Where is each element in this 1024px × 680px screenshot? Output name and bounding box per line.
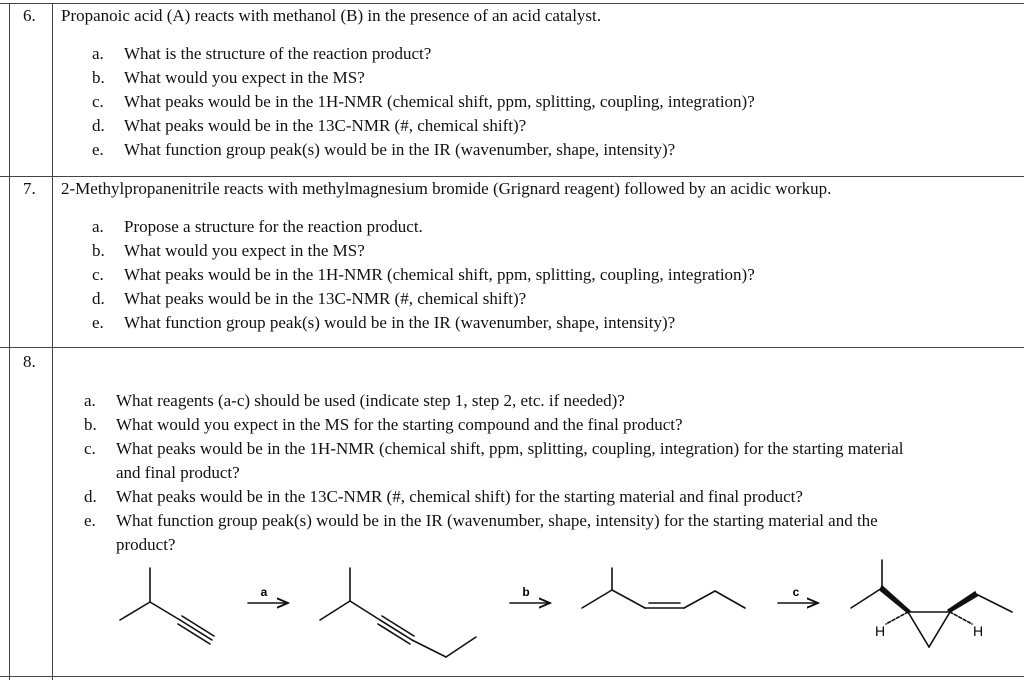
part-letter: a.: [84, 391, 96, 410]
part-letter: c.: [84, 439, 96, 458]
part-text: What would you expect in the MS?: [124, 241, 365, 260]
internal-alkyne-structure: [320, 568, 476, 657]
row-divider-7-8: [0, 347, 1024, 348]
question-8-number: 8.: [23, 352, 36, 371]
wedge-bond-right: [948, 592, 977, 612]
part-text-continued: product?: [116, 535, 176, 554]
starting-alkyne-structure: [120, 568, 214, 644]
part-text: What would you expect in the MS?: [124, 68, 365, 87]
part-letter: d.: [92, 289, 105, 308]
question-7-stem: 2-Methylpropanenitrile reacts with methylmagnesium bromide (Grignard reagent) followed by an acidic workup.: [61, 179, 832, 198]
row-divider-6-7: [0, 176, 1024, 177]
part-letter: c.: [92, 92, 104, 111]
cis-alkene-structure: [582, 568, 745, 608]
part-text: Propose a structure for the reaction product.: [124, 217, 423, 236]
part-letter: e.: [92, 140, 104, 159]
question-6-stem: Propanoic acid (A) reacts with methanol (B) in the presence of an acid catalyst.: [61, 6, 602, 25]
arrow-label-b: b: [522, 585, 530, 599]
part-text: What peaks would be in the 1H-NMR (chemical shift, ppm, splitting, coupling, integration)?: [124, 92, 755, 111]
part-text: What function group peak(s) would be in the IR (wavenumber, shape, intensity) for the starting material and the: [116, 511, 878, 530]
part-letter: a.: [92, 44, 104, 63]
part-text: What is the structure of the reaction product?: [124, 44, 432, 63]
part-text: What function group peak(s) would be in the IR (wavenumber, shape, intensity)?: [124, 140, 676, 159]
hydrogen-label-left: H: [874, 623, 886, 639]
arrow-label-a: a: [260, 585, 268, 599]
part-letter: e.: [84, 511, 96, 530]
part-letter: b.: [92, 241, 105, 260]
cyclopropane-structure: [851, 560, 1012, 647]
number-column-divider: [52, 3, 53, 680]
part-letter: e.: [92, 313, 104, 332]
table-top-border: [0, 3, 1024, 4]
part-letter: d.: [84, 487, 97, 506]
part-letter: a.: [92, 217, 104, 236]
hydrogen-label-right: H: [972, 623, 984, 639]
part-text: What peaks would be in the 1H-NMR (chemical shift, ppm, splitting, coupling, integration) for the starting material: [116, 439, 904, 458]
part-text: What peaks would be in the 13C-NMR (#, chemical shift)?: [124, 116, 527, 135]
table-left-border: [9, 3, 10, 680]
part-letter: c.: [92, 265, 104, 284]
part-text: What would you expect in the MS for the starting compound and the final product?: [116, 415, 683, 434]
question-6-number: 6.: [23, 6, 36, 25]
part-letter: b.: [92, 68, 105, 87]
part-text: What function group peak(s) would be in the IR (wavenumber, shape, intensity)?: [124, 313, 676, 332]
part-text: What peaks would be in the 13C-NMR (#, chemical shift)?: [124, 289, 527, 308]
arrow-label-c: c: [792, 585, 800, 599]
row-divider-8-9: [0, 676, 1024, 677]
part-text-continued: and final product?: [116, 463, 240, 482]
part-text: What reagents (a-c) should be used (indicate step 1, step 2, etc. if needed)?: [116, 391, 625, 410]
part-text: What peaks would be in the 13C-NMR (#, chemical shift) for the starting material and final product?: [116, 487, 803, 506]
question-7-number: 7.: [23, 179, 36, 198]
part-letter: d.: [92, 116, 105, 135]
part-text: What peaks would be in the 1H-NMR (chemical shift, ppm, splitting, coupling, integration)?: [124, 265, 755, 284]
wedge-bond-left: [880, 586, 910, 613]
part-letter: b.: [84, 415, 97, 434]
